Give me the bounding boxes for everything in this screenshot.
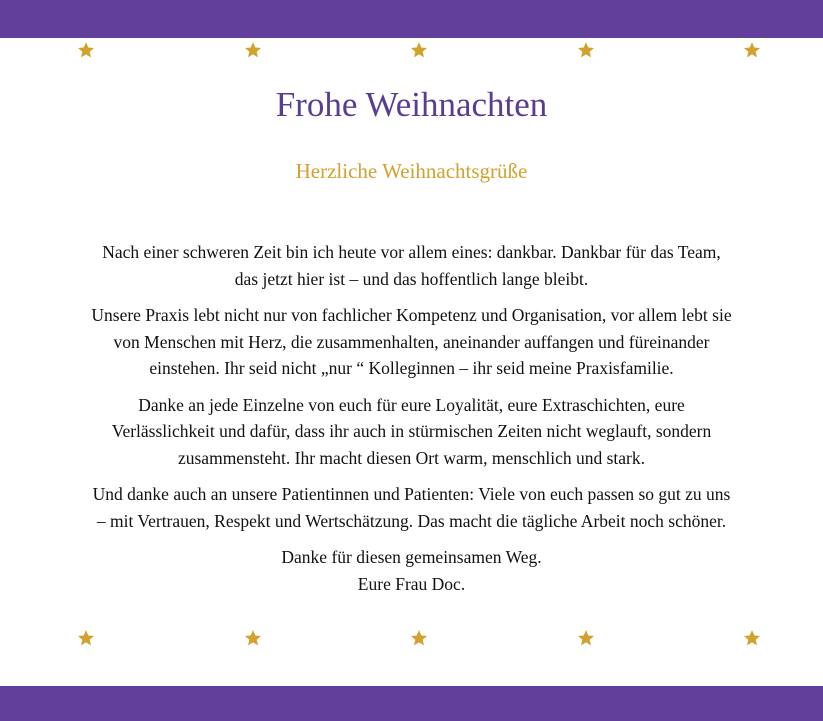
message-line: Unsere Praxis lebt nicht nur von fachlicher Kompetenz und Organisation, vor allem lebt sie xyxy=(91,305,732,325)
closing xyxy=(40,544,783,597)
message-line: von Menschen mit Herz, die zusammenhalten, aneinander auffangen und füreinander xyxy=(113,331,710,352)
top-band xyxy=(0,0,823,38)
star-icon xyxy=(410,41,428,59)
message-line: – mit Vertrauen, Respekt und Wertschätzung. Das macht die tägliche Arbeit noch schöner. xyxy=(96,510,727,531)
star-icon xyxy=(577,41,595,59)
message-line: zusammensteht. Ihr macht diesen Ort warm, menschlich und stark. xyxy=(177,447,646,468)
message-paragraph xyxy=(40,392,783,472)
star-icon xyxy=(244,41,262,59)
star-row-bottom xyxy=(0,629,823,649)
message-line: Und danke auch an unsere Patientinnen und Patienten: Viele von euch passen so gut zu uns xyxy=(92,484,731,504)
message-body xyxy=(40,239,783,607)
message-line: das jetzt hier ist – und das hoffentlich lange bleibt. xyxy=(234,268,589,289)
message-line: einstehen. Ihr seid nicht „nur “ Kolleginnen – ihr seid meine Praxisfamilie. xyxy=(149,358,674,378)
closing-line: Danke für diesen gemeinsamen Weg. xyxy=(281,547,542,567)
bottom-band xyxy=(0,686,823,721)
message-line: Verlässlichkeit und dafür, dass ihr auch in stürmischen Zeiten nicht weglauft, sondern xyxy=(111,421,712,441)
card-title: Frohe Weihnachten xyxy=(275,85,548,124)
message-paragraph xyxy=(40,302,783,382)
star-icon xyxy=(77,629,95,647)
message-paragraph xyxy=(40,481,783,534)
star-icon xyxy=(743,41,761,59)
star-icon xyxy=(743,629,761,647)
star-icon xyxy=(577,629,595,647)
signature: Eure Frau Doc. xyxy=(357,573,466,594)
message-line: Danke an jede Einzelne von euch für eure Loyalität, eure Extraschichten, eure xyxy=(138,394,685,415)
star-icon xyxy=(410,629,428,647)
card-subtitle: Herzliche Weihnachtsgrüße xyxy=(295,159,528,183)
message-paragraph xyxy=(40,239,783,292)
star-icon xyxy=(244,629,262,647)
message-line: Nach einer schweren Zeit bin ich heute vor allem eines: dankbar. Dankbar für das Team, xyxy=(102,242,721,262)
star-row-top xyxy=(0,41,823,61)
star-icon xyxy=(77,41,95,59)
